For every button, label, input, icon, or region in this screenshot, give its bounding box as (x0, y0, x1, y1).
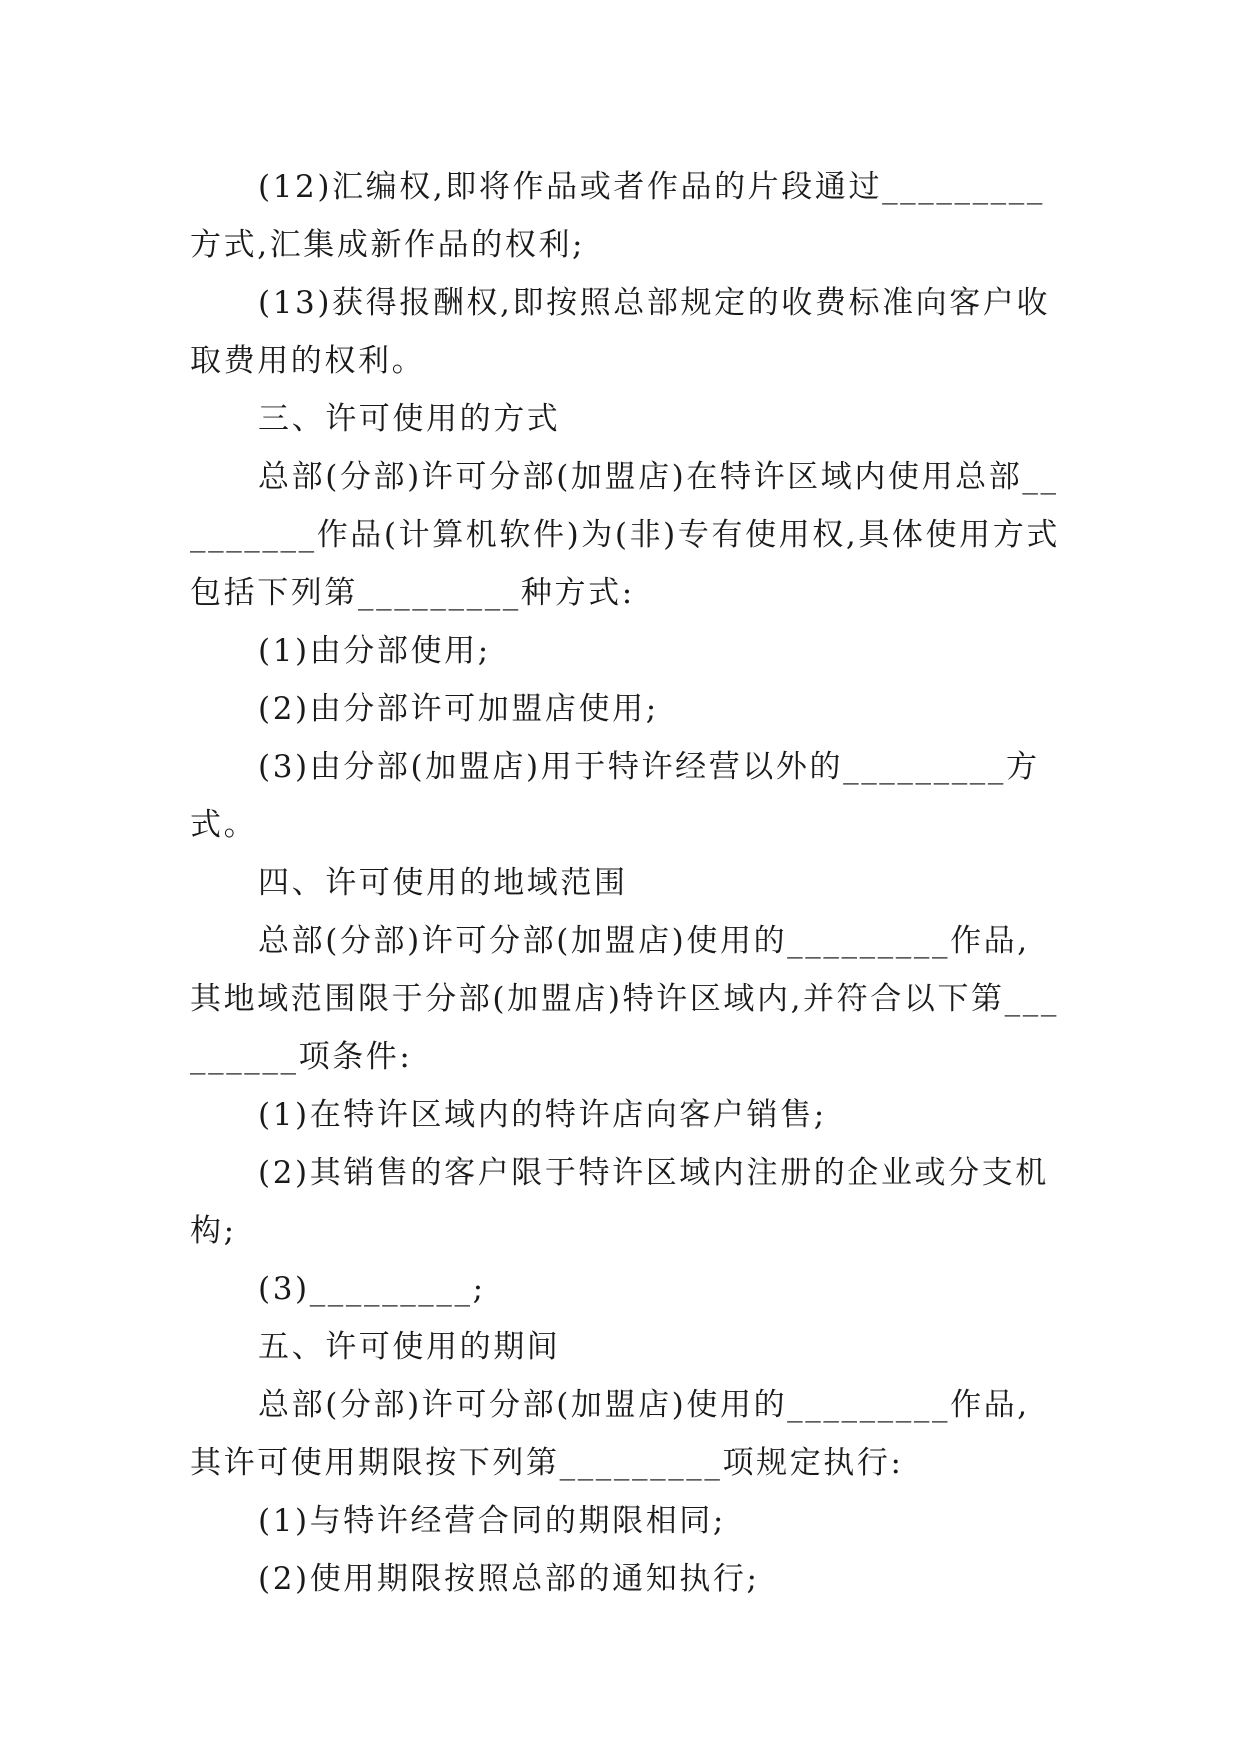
section-heading-usage-method: 三、许可使用的方式 (258, 401, 561, 437)
clause-remuneration-right: (13)获得报酬权,即按照总部规定的收费标准向客户收取费用的权利。 (190, 285, 1051, 379)
territory-item-1: (1)在特许区域内的特许店向客户销售; (258, 1097, 827, 1133)
usage-method-item-2: (2)由分部许可加盟店使用; (258, 691, 659, 727)
document-page (190, 158, 1060, 1608)
term-item-2: (2)使用期限按照总部的通知执行; (258, 1561, 760, 1597)
territory-paragraph: 总部(分部)许可分部(加盟店)使用的_________作品,其地域范围限于分部(加盟店)特许区域内,并符合以下第_________项条件: (190, 923, 1059, 1075)
section-heading-term: 五、许可使用的期间 (258, 1329, 561, 1365)
term-item-1: (1)与特许经营合同的期限相同; (258, 1503, 726, 1539)
usage-method-item-3: (3)由分部(加盟店)用于特许经营以外的_________方式。 (190, 749, 1040, 843)
usage-method-item-1: (1)由分部使用; (258, 633, 491, 669)
term-paragraph: 总部(分部)许可分部(加盟店)使用的_________作品,其许可使用期限按下列第_________项规定执行: (190, 1387, 1030, 1481)
section-heading-territory: 四、许可使用的地域范围 (258, 865, 628, 901)
territory-item-2: (2)其销售的客户限于特许区域内注册的企业或分支机构; (190, 1155, 1049, 1249)
territory-item-3: (3)_________; (258, 1271, 486, 1307)
clause-compilation-right: (12)汇编权,即将作品或者作品的片段通过_________方式,汇集成新作品的权利; (190, 169, 1045, 263)
usage-method-paragraph: 总部(分部)许可分部(加盟店)在特许区域内使用总部_________作品(计算机软件)为(非)专有使用权,具体使用方式包括下列第_________种方式: (190, 459, 1060, 611)
